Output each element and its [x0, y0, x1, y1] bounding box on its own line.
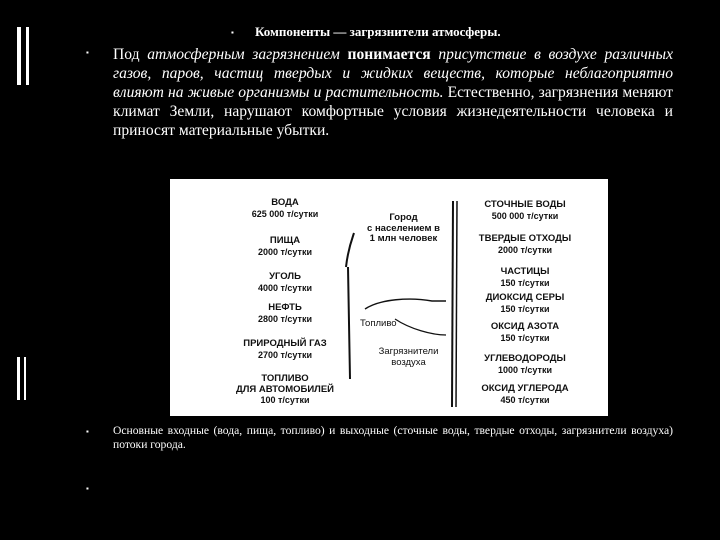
input-amount: 100 т/сутки: [260, 395, 310, 405]
air-pollutants-line-2: воздуха: [391, 356, 426, 368]
city-line-1: Город: [389, 212, 418, 223]
output-item: [460, 293, 590, 314]
left-divider-line: [346, 233, 354, 379]
input-item: [230, 303, 340, 324]
input-amount: 2000 т/сутки: [258, 246, 312, 257]
output-item: [460, 322, 590, 343]
output-item: [460, 384, 590, 405]
air-pollutants-line-1: Загрязнители: [378, 346, 439, 357]
output-item: [460, 267, 590, 288]
input-name: ТОПЛИВО: [261, 373, 309, 384]
output-name: ТВЕРДЫЕ ОТХОДЫ: [478, 233, 572, 244]
output-item: [460, 354, 590, 375]
input-amount: 4000 т/сутки: [258, 282, 312, 293]
output-amount: 150 т/сутки: [500, 277, 550, 288]
output-name: УГЛЕВОДОРОДЫ: [484, 353, 566, 364]
input-item: [225, 374, 345, 406]
decorative-bar: [26, 27, 29, 85]
bullet-icon: ▪: [86, 48, 89, 57]
input-item: [230, 236, 340, 257]
input-name: ПРИРОДНЫЙ ГАЗ: [243, 338, 327, 349]
term-bold: понимается: [347, 46, 431, 63]
city-flows-diagram: [170, 179, 608, 416]
output-amount: 1000 т/сутки: [498, 364, 552, 375]
input-name: ПИЩА: [269, 235, 301, 246]
output-amount: 450 т/сутки: [500, 394, 550, 405]
decorative-bar: [24, 357, 26, 400]
city-label: [356, 213, 451, 245]
diagram-caption: Основные входные (вода, пища, топливо) и выходные (сточные воды, твердые отходы, загрязнители воздуха) потоки города.: [113, 424, 673, 451]
output-item: [460, 200, 590, 221]
output-name: ОКСИД АЗОТА: [490, 321, 560, 332]
right-divider-line: [452, 201, 453, 407]
term-italic: атмосферным загрязнением: [147, 46, 340, 63]
air-pollutants-label: [366, 347, 451, 368]
output-name: ЧАСТИЦЫ: [500, 266, 550, 277]
output-amount: 2000 т/сутки: [498, 244, 552, 255]
city-line-2: с населением в: [367, 222, 440, 234]
bullet-icon: ▪: [86, 427, 89, 436]
pollutant-bracket: [365, 299, 446, 309]
input-amount: 625 000 т/сутки: [251, 208, 319, 219]
input-name-2: ДЛЯ АВТОМОБИЛЕЙ: [235, 383, 334, 395]
input-name: ВОДА: [271, 197, 299, 208]
input-item: [225, 339, 345, 360]
input-name: УГОЛЬ: [269, 271, 301, 282]
slide-title: Компоненты — загрязнители атмосферы.: [255, 24, 501, 39]
para-text: [340, 46, 348, 63]
output-amount: 500 000 т/сутки: [491, 210, 559, 221]
city-line-3: 1 млн человек: [369, 233, 438, 244]
output-name: СТОЧНЫЕ ВОДЫ: [484, 199, 566, 210]
output-amount: 150 т/сутки: [500, 332, 550, 343]
para-text: Под: [113, 46, 148, 63]
input-amount: 2800 т/сутки: [258, 313, 312, 324]
output-item: [460, 234, 590, 255]
output-amount: 150 т/сутки: [500, 303, 550, 314]
right-divider-line-2: [456, 201, 457, 407]
fuel-text: Топливо: [360, 318, 397, 329]
bullet-icon: ▪: [231, 28, 234, 37]
input-name: НЕФТЬ: [268, 302, 302, 313]
decorative-bar: [17, 357, 20, 400]
input-item: [230, 272, 340, 293]
input-amount: 2700 т/сутки: [258, 349, 312, 360]
fuel-label: [360, 319, 420, 330]
output-name: ДИОКСИД СЕРЫ: [485, 292, 565, 303]
para-text: Естественно, загрязнения меняют климат Земли, нарушают комфортные условия жизнедеятельности человека и приносят материальные убытки.: [113, 84, 673, 139]
decorative-bar: [17, 27, 21, 85]
input-item: [230, 198, 340, 219]
bullet-icon: ▪: [86, 484, 89, 493]
definition-italic: присутствие в воздухе различных газов, паров, частиц твердых и жидких веществ, которые неблагоприятно влияют на живые организмы и растительность.: [113, 46, 673, 101]
output-name: ОКСИД УГЛЕРОДА: [481, 383, 569, 394]
body-paragraph: [113, 45, 673, 140]
